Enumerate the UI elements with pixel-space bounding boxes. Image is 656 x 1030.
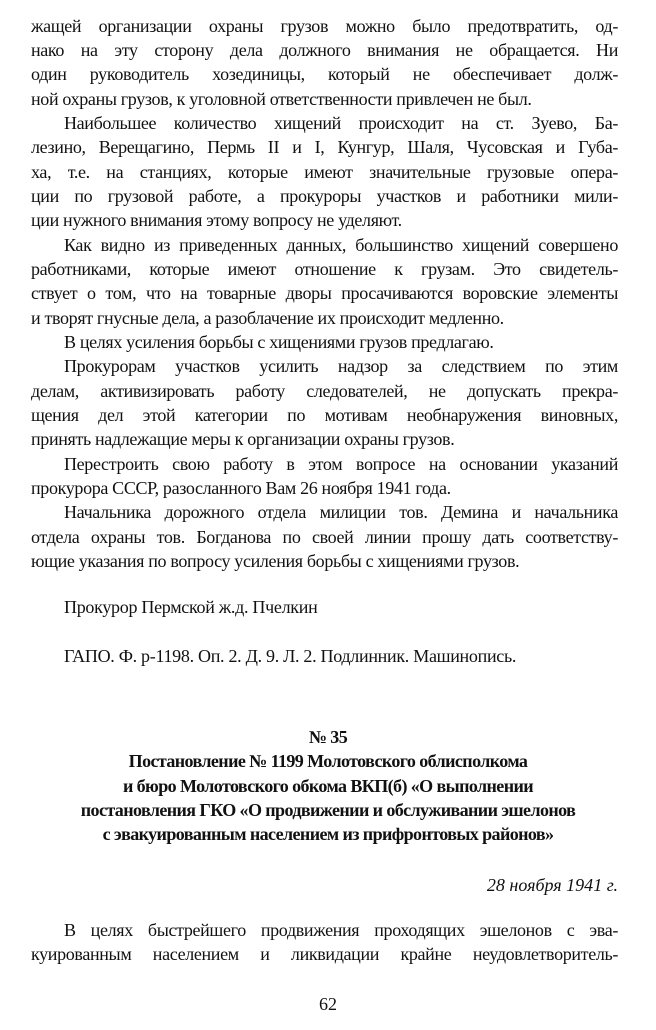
body-line: делам, активизировать работу следователей, не допускать прекра- bbox=[31, 380, 618, 401]
document-title-line: с эвакуированным населением из прифронтовых районов» bbox=[102, 824, 554, 845]
document-title-line: и бюро Молотовского обкома ВКП(б) «О выполнении bbox=[122, 775, 534, 796]
body-line: лезино, Верещагино, Пермь II и I, Кунгур, Шаля, Чусовская и Губа- bbox=[31, 137, 618, 158]
body-line: Перестроить свою работу в этом вопросе на основании указаний bbox=[64, 453, 618, 474]
body-line: Прокурорам участков усилить надзор за следствием по этим bbox=[64, 356, 618, 377]
body-line: Как видно из приведенных данных, большинство хищений совершено bbox=[64, 234, 618, 255]
body-line: и творят гнусные дела, а разоблачение их происходит медленно. bbox=[31, 307, 504, 328]
document-title-line: постановления ГКО «О продвижении и обслуживании эшелонов bbox=[80, 799, 576, 820]
body-line: ха, т.е. на станциях, которые имеют значительные грузовые опера- bbox=[31, 161, 618, 182]
body-line: работниками, которые имеют отношение к грузам. Это свидетель- bbox=[31, 258, 618, 279]
body-line: отдела охраны тов. Богданова по своей линии прошу дать соответству- bbox=[31, 526, 618, 547]
body-line: щения дел этой категории по мотивам необнаружения виновных, bbox=[31, 405, 618, 425]
body-line: жащей организации охраны грузов можно было предотвратить, од- bbox=[31, 15, 618, 36]
body-line: ной охраны грузов, к уголовной ответственности привлечен не был. bbox=[31, 88, 532, 109]
body-line: Начальника дорожного отдела милиции тов. Демина и начальника bbox=[64, 502, 618, 523]
body-line: В целях усиления борьбы с хищениями грузов предлагаю. bbox=[64, 332, 494, 352]
document-date: 28 ноября 1941 г. bbox=[486, 874, 618, 895]
body-line: прокурора СССР, разосланного Вам 26 ноября 1941 года. bbox=[31, 478, 451, 498]
body-line: один руководитель хозединицы, который не обеспечивает долж- bbox=[31, 64, 618, 85]
document-number: № 35 bbox=[308, 726, 348, 747]
body-line: В целях быстрейшего продвижения проходящих эшелонов с эва- bbox=[64, 919, 618, 940]
archive-reference: ГАПО. Ф. р-1198. Оп. 2. Д. 9. Л. 2. Подлинник. Машинопись. bbox=[64, 645, 517, 666]
signature: Прокурор Пермской ж.д. Пчелкин bbox=[64, 597, 318, 617]
body-line: нако на эту сторону дела должного внимания не обращается. Ни bbox=[31, 39, 618, 60]
body-line: Наибольшее количество хищений происходит на ст. Зуево, Ба- bbox=[64, 112, 618, 133]
body-line: ющие указания по вопросу усиления борьбы с хищениями грузов. bbox=[31, 551, 520, 571]
body-line: принять надлежащие меры к организации охраны грузов. bbox=[31, 429, 455, 450]
body-line: ствует о том, что на товарные дворы просачиваются воровские элементы bbox=[31, 283, 618, 304]
document-title-line: Постановление № 1199 Молотовского облисполкома bbox=[128, 751, 528, 772]
body-line: ции нужного внимания этому вопросу не уделяют. bbox=[31, 210, 402, 231]
body-line: ции по грузовой работе, а прокуроры участков и работники мили- bbox=[31, 185, 618, 206]
body-line: куированным населением и ликвидации крайне неудовлетворитель- bbox=[31, 944, 618, 965]
page-number: 62 bbox=[318, 993, 337, 1014]
